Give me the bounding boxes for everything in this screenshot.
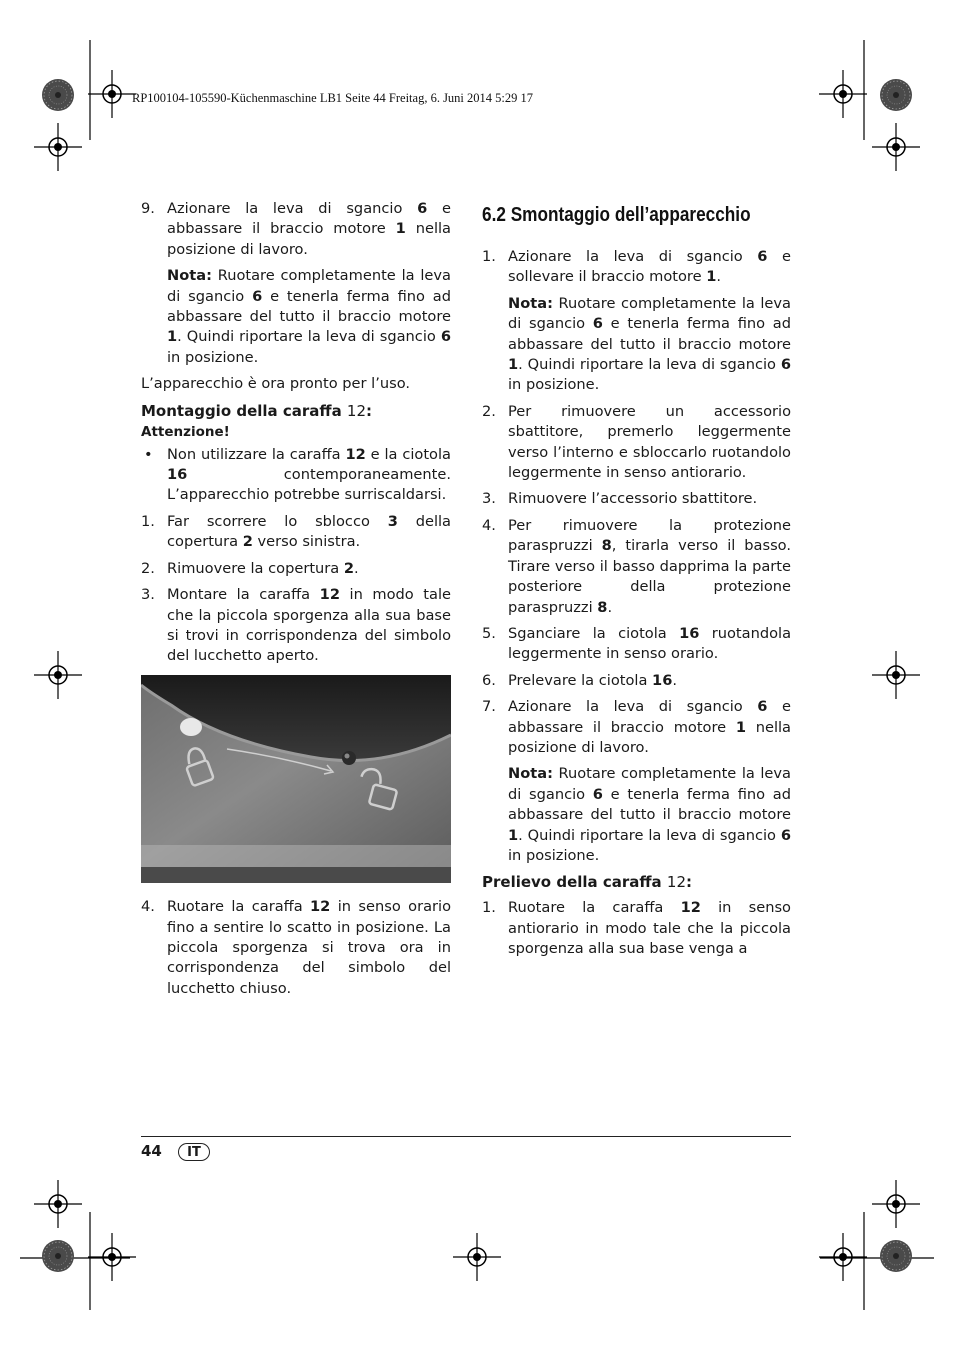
step-1: 1. Far scorrere lo sblocco 3 della copertura 2 verso sinistra.: [141, 512, 451, 551]
step-1: 1. Azionare la leva di sgancio 6 e sollevare il braccio motore 1.: [482, 248, 791, 286]
step-4: 4. Ruotare la caraffa 12 in senso orario fino a sentire lo scatto in posizione. La piccola sporgenza si trova ora in corrispondenza del simbolo del lucchetto chiuso.: [141, 898, 451, 997]
section-heading: Montaggio della caraffa 12:: [141, 401, 373, 420]
step-6: 6. Prelevare la ciotola 16.: [482, 671, 677, 689]
page-number: 44: [141, 1142, 162, 1160]
step-3: 3. Montare la caraffa 12 in modo tale che la piccola sporgenza alla sua base si trovi in corrispondenza del simbolo del lucchetto aperto.: [141, 586, 451, 665]
footer-divider: [141, 1136, 791, 1137]
section-title: 6.2 Smontaggio dell’apparecchio: [482, 204, 751, 226]
lock-symbol-photo: [141, 675, 451, 883]
language-badge: IT: [178, 1143, 210, 1161]
attention-label: Attenzione!: [141, 423, 230, 440]
right-column: [482, 199, 791, 966]
note: Nota: Ruotare completamente la leva di sgancio 6 e tenerla ferma fino ad abbassare del tutto il braccio motore 1. Quindi riportare la leva di sgancio 6 in posizione.: [508, 294, 791, 394]
step-1: 1. Ruotare la caraffa 12 in senso antiorario in modo tale che la piccola sporgenza alla sua base venga a: [482, 899, 791, 958]
step-2: 2. Rimuovere la copertura 2.: [141, 559, 359, 577]
step-7: 7. Azionare la leva di sgancio 6 e abbassare il braccio motore 1 nella posizione di lavoro.: [482, 698, 792, 756]
step-9: 9. Azionare la leva di sgancio 6 e abbassare il braccio motore 1 nella posizione di lavoro.: [141, 200, 452, 258]
note: Nota: Ruotare completamente la leva di sgancio 6 e tenerla ferma fino ad abbassare del tutto il braccio motore 1. Quindi riportare la leva di sgancio 6 in posizione.: [508, 765, 791, 864]
ready-text: L’apparecchio è ora pronto per l’uso.: [141, 375, 411, 393]
print-header: RP100104-105590-Küchenmaschine LB1 Seite 44 Freitag, 6. Juni 2014 5:29 17: [132, 91, 534, 105]
section-heading: Prelievo della caraffa 12:: [482, 873, 692, 892]
step-4: 4. Per rimuovere la protezione paraspruzzi 8, tirarla verso il basso. Tirare verso il basso dapprima la parte posteriore della protezione paraspruzzi 8.: [482, 516, 791, 616]
step-2: 2. Per rimuovere un accessorio sbattitore, premerlo leggermente verso l’interno e sbloccarlo ruotandolo leggermente in senso antiorario.: [482, 402, 791, 482]
step-5: 5. Sganciare la ciotola 16 ruotandola leggermente in senso orario.: [482, 624, 792, 663]
step-3: 3. Rimuovere l’accessorio sbattitore.: [482, 490, 758, 508]
warning-bullet: • Non utilizzare la caraffa 12 e la ciotola 16 contemporaneamente. L’apparecchio potrebbe surriscaldarsi.: [144, 445, 451, 504]
note: Nota: Ruotare completamente la leva di sgancio 6 e tenerla ferma fino ad abbassare del tutto il braccio motore 1. Quindi riportare la leva di sgancio 6 in posizione.: [167, 267, 451, 366]
left-column: [141, 199, 451, 1005]
